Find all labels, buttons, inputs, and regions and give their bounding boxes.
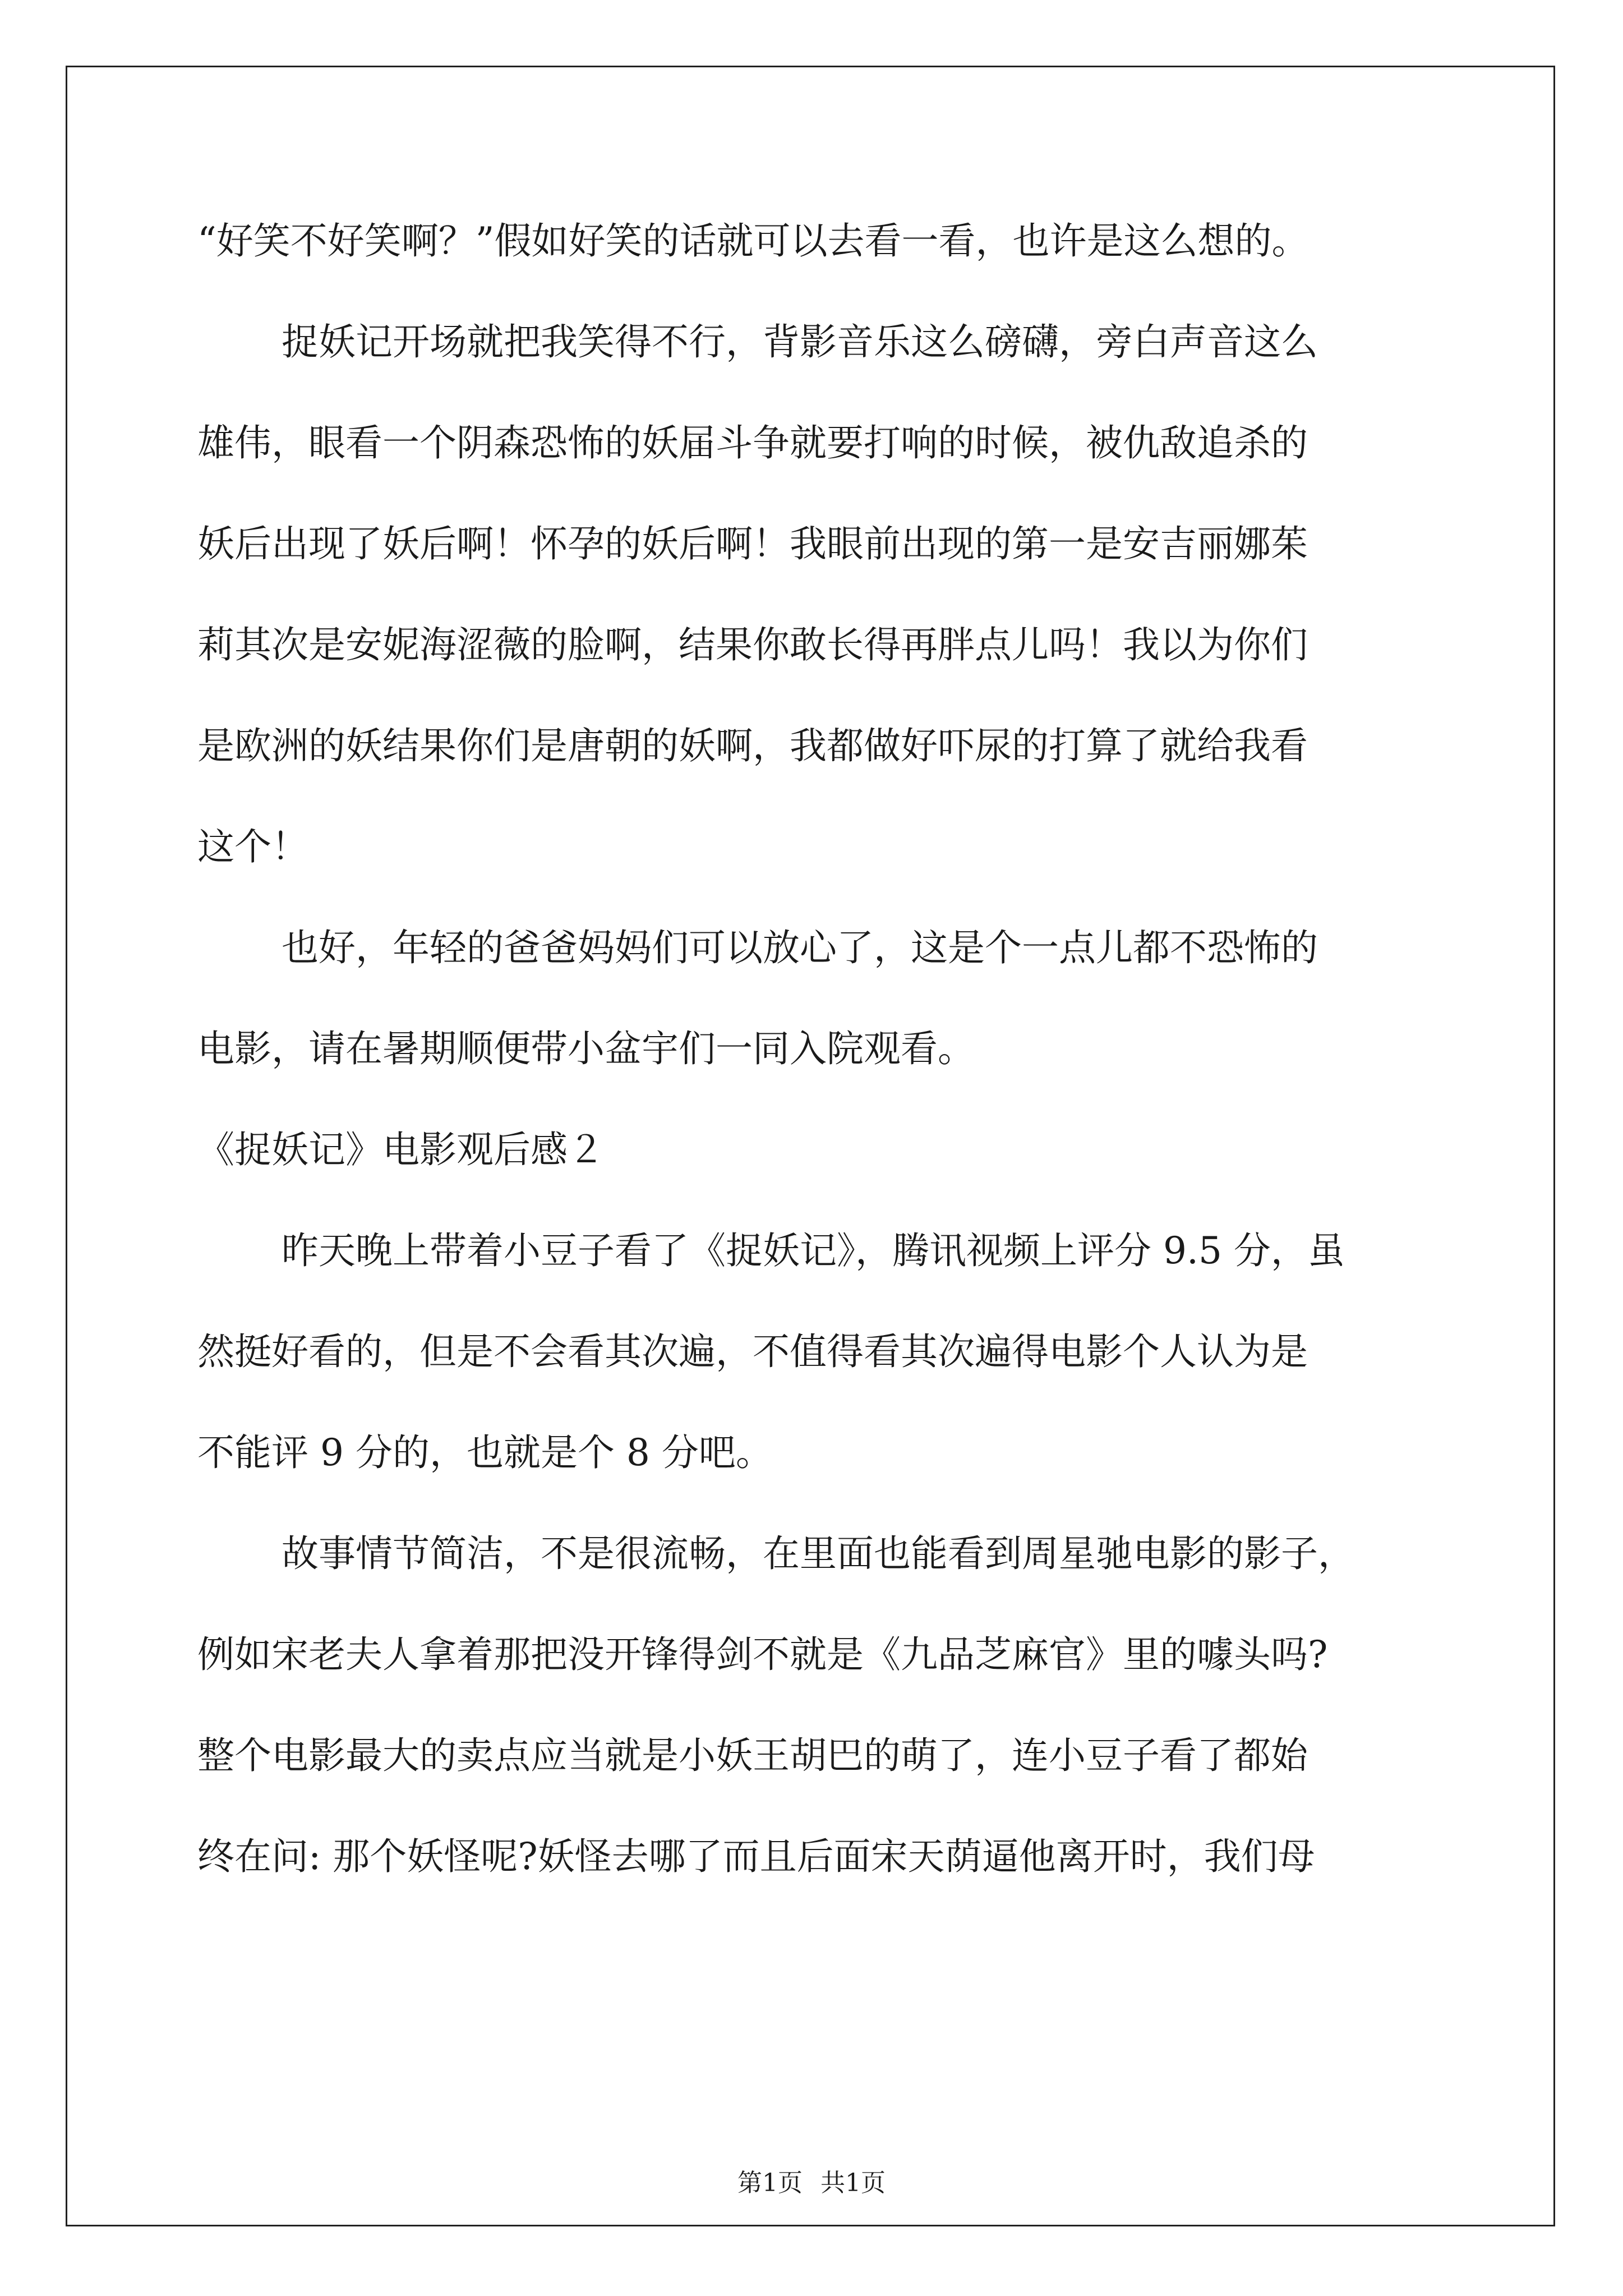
text-line: 昨天晚上带着小豆子看了《捉妖记》，腾讯视频上评分 9.5 分，虽	[282, 1229, 1345, 1272]
text-line: 妖后出现了妖后啊！怀孕的妖后啊！我眼前出现的第一是安吉丽娜茱	[197, 522, 1308, 565]
text-line: 雄伟，眼看一个阴森恐怖的妖届斗争就要打响的时候，被仇敌追杀的	[197, 421, 1308, 464]
page-footer	[0, 2162, 1623, 2198]
text-line: 电影，请在暑期顺便带小盆宇们一同入院观看。	[197, 1027, 975, 1070]
document-body	[197, 191, 1426, 1907]
text-line: 也好，年轻的爸爸妈妈们可以放心了，这是个一点儿都不恐怖的	[282, 926, 1318, 969]
text-line: 故事情节简洁，不是很流畅，在里面也能看到周星驰电影的影子，	[282, 1532, 1355, 1575]
page-number: 第1页	[737, 2169, 803, 2197]
text-line: 捉妖记开场就把我笑得不行，背影音乐这么磅礴，旁白声音这么	[282, 320, 1318, 364]
text-line: 整个电影最大的卖点应当就是小妖王胡巴的萌了，连小豆子看了都始	[197, 1734, 1308, 1777]
text-line: 这个！	[197, 825, 308, 868]
page-total: 共1页	[820, 2169, 886, 2197]
text-line: 是欧洲的妖结果你们是唐朝的妖啊，我都做好吓尿的打算了就给我看	[197, 724, 1308, 767]
text-line: “好笑不好笑啊？”假如好笑的话就可以去看一看，也许是这么想的。	[197, 219, 1309, 263]
text-line: 然挺好看的，但是不会看其次遍，不值得看其次遍得电影个人认为是	[197, 1330, 1308, 1373]
text-line: 莉其次是安妮海涩薇的脸啊，结果你敢长得再胖点儿吗！我以为你们	[197, 623, 1308, 666]
text-line: 终在问: 那个妖怪呢?妖怪去哪了而且后面宋天荫逼他离开时，我们母	[197, 1835, 1315, 1878]
section-title: 《捉妖记》电影观后感２	[197, 1128, 605, 1171]
text-line: 例如宋老夫人拿着那把没开锋得剑不就是《九品芝麻官》里的噱头吗?	[197, 1633, 1328, 1676]
text-line: 不能评 9 分的，也就是个 8 分吧。	[197, 1431, 773, 1474]
